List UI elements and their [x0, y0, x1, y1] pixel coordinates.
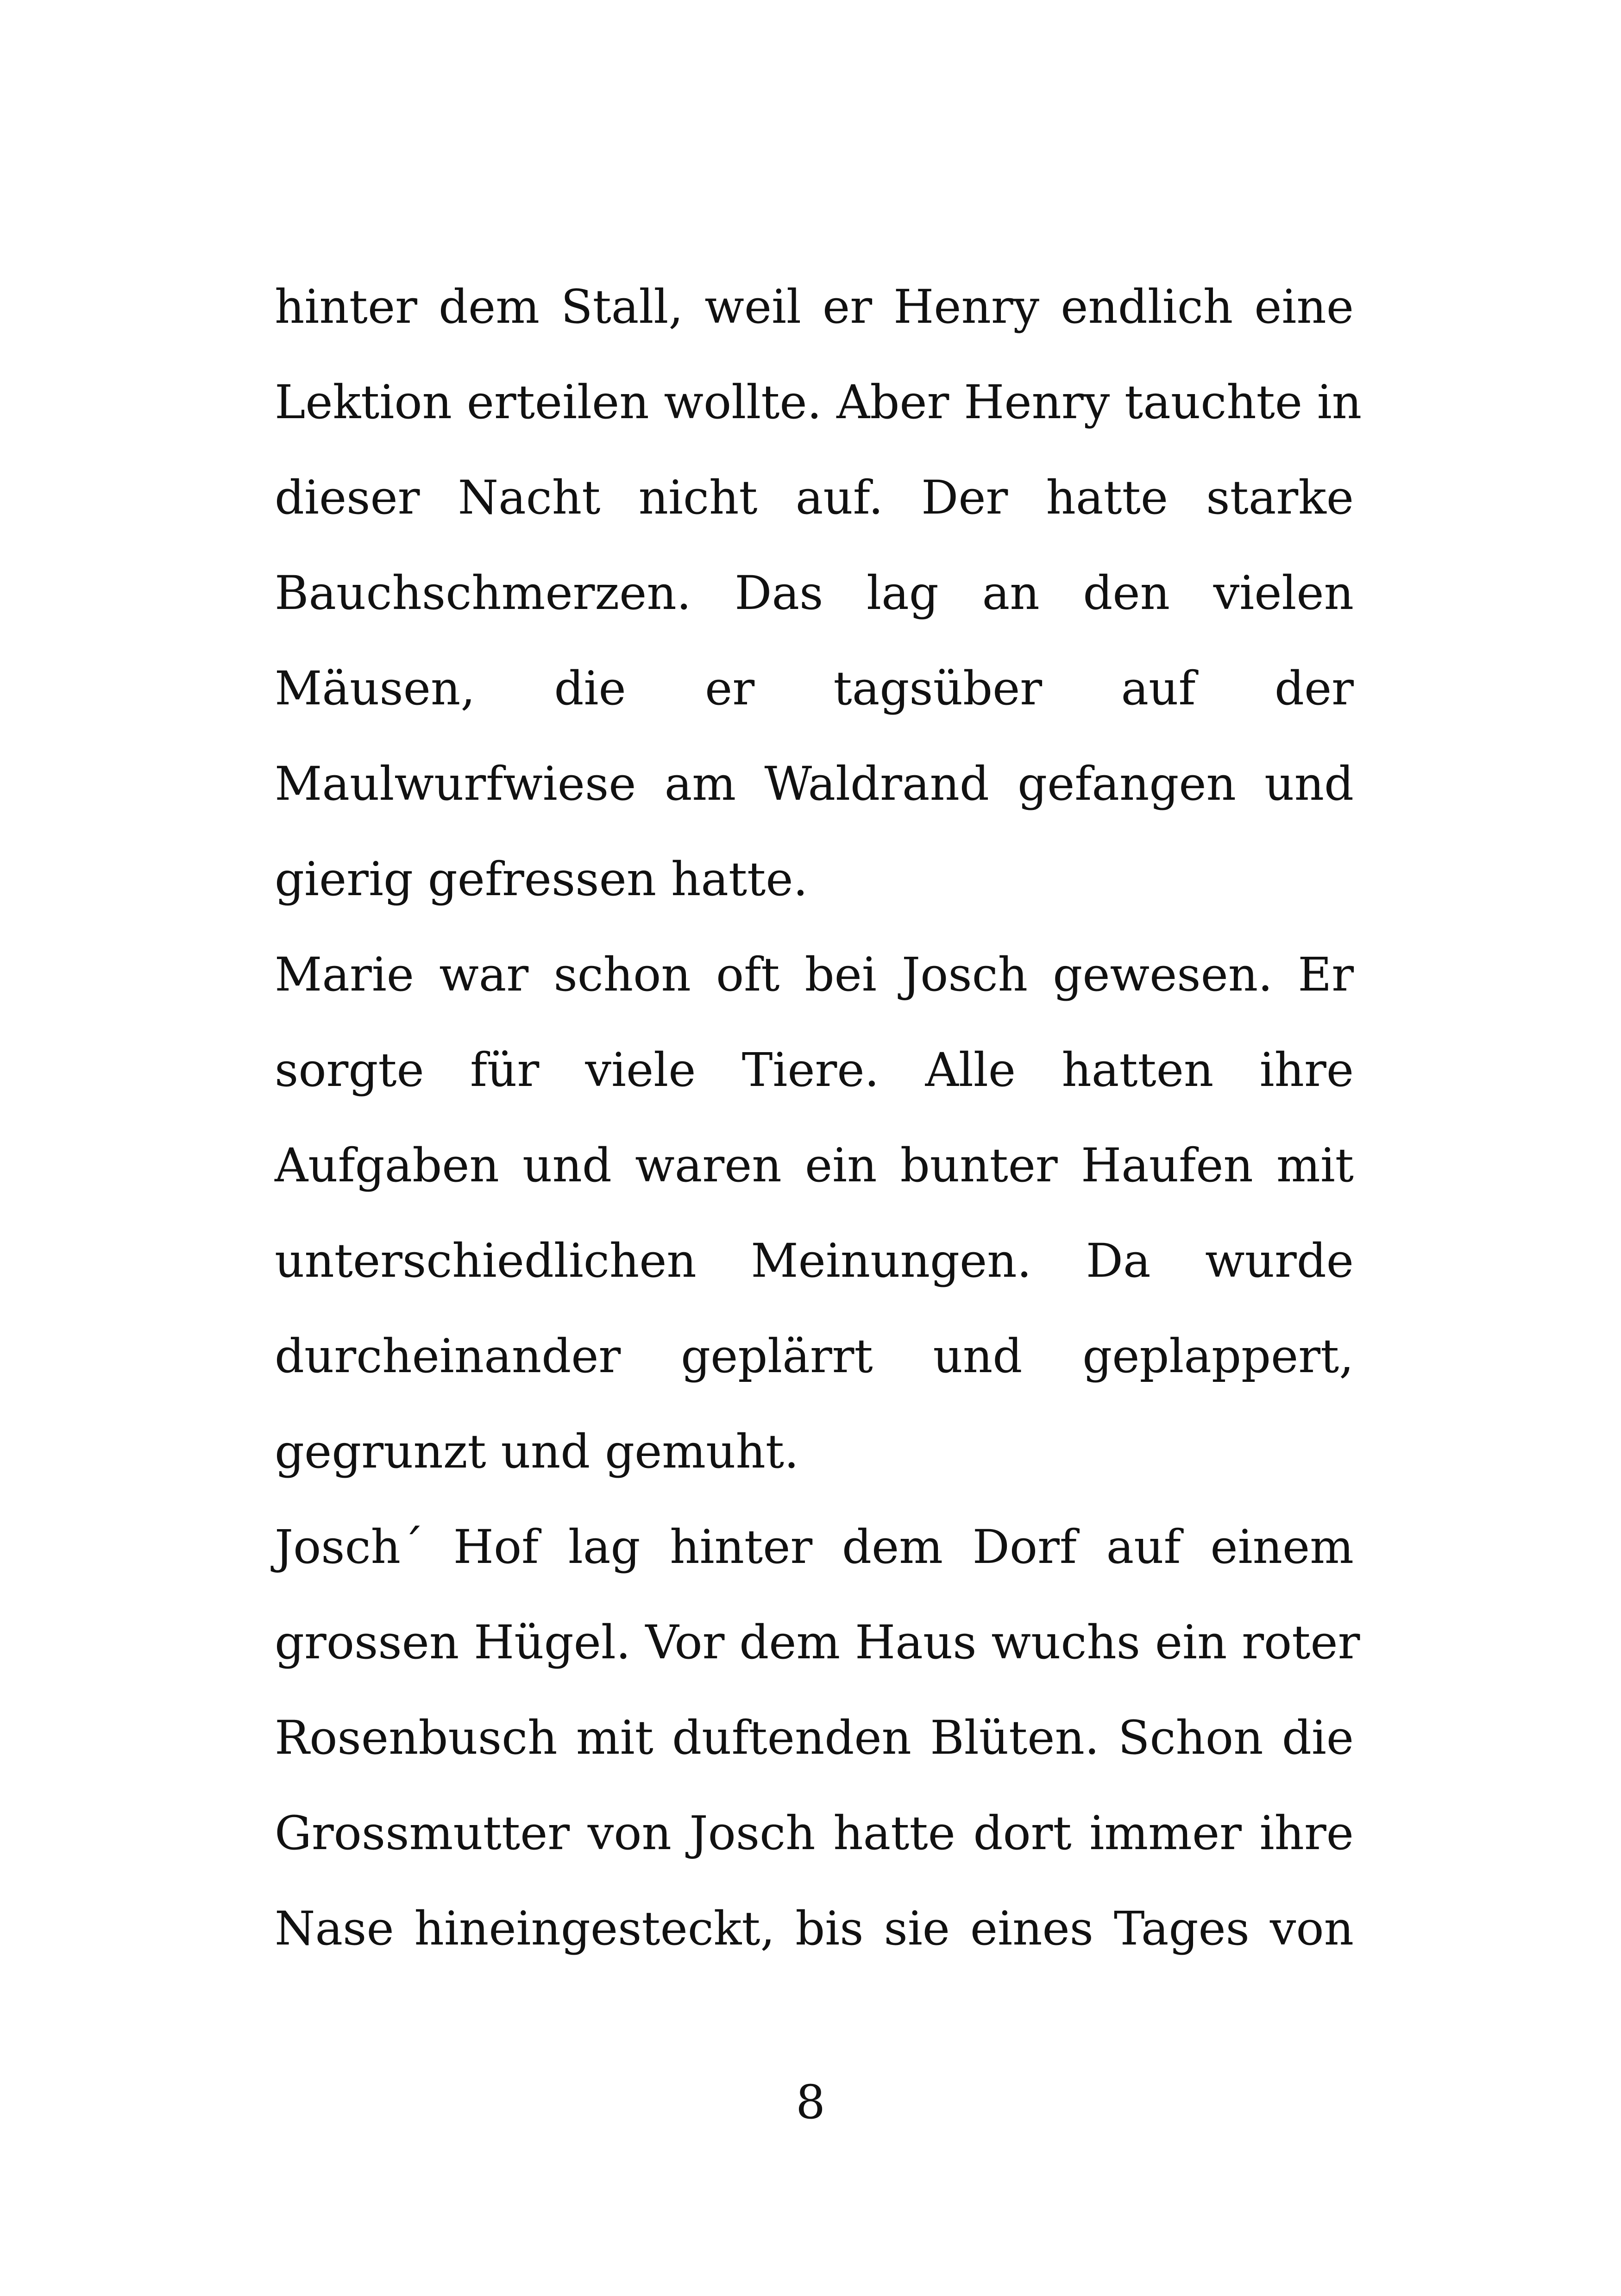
- text-line-paragraph-end: gierig gefressen hatte.: [275, 852, 808, 906]
- text-line: durcheinander geplärrt und geplappert,: [275, 1329, 1354, 1383]
- text-line: Lektion erteilen wollte. Aber Henry tauchte in: [275, 375, 1362, 429]
- text-line: Mäusen, die er tagsüber auf der: [275, 661, 1354, 715]
- text-line: Aufgaben und waren ein bunter Haufen mit: [275, 1138, 1354, 1192]
- text-line: dieser Nacht nicht auf. Der hatte starke: [275, 470, 1354, 525]
- text-line: Bauchschmerzen. Das lag an den vielen: [275, 566, 1354, 620]
- text-line: Rosenbusch mit duftenden Blüten. Schon die: [275, 1711, 1354, 1765]
- text-line: Maulwurfwiese am Waldrand gefangen und: [275, 757, 1354, 811]
- text-line: hinter dem Stall, weil er Henry endlich eine: [275, 280, 1354, 334]
- body-text: [275, 259, 1362, 1976]
- text-line-paragraph-end: gegrunzt und gemuht.: [275, 1424, 799, 1479]
- text-line: Grossmutter von Josch hatte dort immer ihre: [275, 1806, 1354, 1860]
- text-line: Nase hineingesteckt, bis sie eines Tages von: [275, 1901, 1354, 1956]
- text-line: sorgte für viele Tiere. Alle hatten ihre: [275, 1043, 1354, 1097]
- page-number: 8: [796, 2075, 825, 2129]
- text-line: Marie war schon oft bei Josch gewesen. Er: [275, 947, 1354, 1002]
- text-line: Josch´ Hof lag hinter dem Dorf auf einem: [275, 1520, 1354, 1574]
- text-line: unterschiedlichen Meinungen. Da wurde: [275, 1234, 1354, 1288]
- text-line: grossen Hügel. Vor dem Haus wuchs ein roter: [275, 1615, 1360, 1669]
